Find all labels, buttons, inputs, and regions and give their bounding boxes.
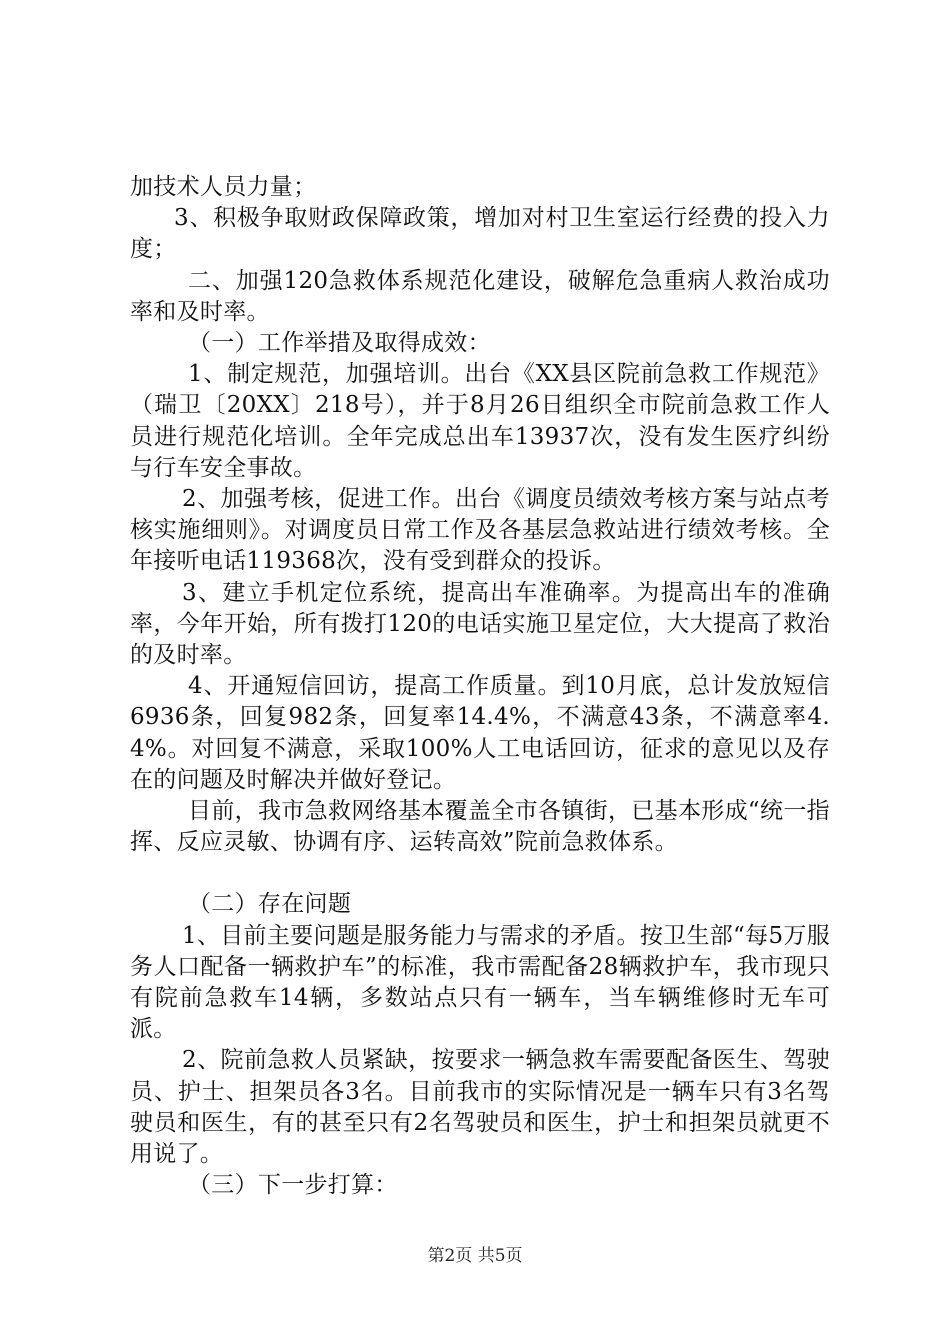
paragraph: 4、开通短信回访，提高工作质量。到10月底，总计发放短信6936条，回复982条，回复率14.4%，不满意43条，不满意率4.4%。对回复不满意，采取100%人工电话回访，征求的意见以及存在的问题及时解决并做好登记。 bbox=[130, 673, 830, 793]
paragraph: 2、院前急救人员紧缺，按要求一辆急救车需要配备医生、驾驶员、护士、担架员各3名。目前我市的实际情况是一辆车只有3名驾驶员和医生，有的甚至只有2名驾驶员和医生，护士和担架员就更不用说了。 bbox=[130, 1047, 830, 1168]
paragraph: 加技术人员力量； bbox=[130, 174, 317, 200]
page-footer: 第2页 共5页 bbox=[427, 1246, 523, 1266]
subsection-heading: （三）下一步打算： bbox=[188, 1172, 398, 1199]
paragraph: 3、建立手机定位系统，提高出车准确率。为提高出车的准确率，今年开始，所有拨打120的电话实施卫星定位，大大提高了救治的及时率。 bbox=[130, 579, 830, 669]
paragraph: 3、积极争取财政保障政策，增加对村卫生室运行经费的投入力度； bbox=[130, 205, 830, 263]
subsection-heading: （二）存在问题 bbox=[188, 891, 352, 918]
subsection-heading: （一）工作举措及取得成效： bbox=[188, 330, 491, 357]
document-body bbox=[130, 172, 830, 1202]
paragraph: 1、制定规范，加强培训。出台《XX县区院前急救工作规范》（瑞卫〔20XX〕218号），并于8月26日组织全市院前急救工作人员进行规范化培训。全年完成总出车13937次，没有发生医疗纠纷与行车安全事故。 bbox=[130, 361, 830, 481]
paragraph: 1、目前主要问题是服务能力与需求的矛盾。按卫生部“每5万服务人口配备一辆救护车”的标准，我市需配备28辆救护车，我市现只有院前急救车14辆，多数站点只有一辆车，当车辆维修时无车可派。 bbox=[130, 922, 830, 1043]
paragraph: 2、加强考核，促进工作。出台《调度员绩效考核方案与站点考核实施细则》。对调度员日常工作及各基层急救站进行绩效考核。全年接听电话119368次，没有受到群众的投诉。 bbox=[130, 486, 830, 575]
paragraph: 目前，我市急救网络基本覆盖全市各镇街，已基本形成“统一指挥、反应灵敏、协调有序、运转高效”院前急救体系。 bbox=[130, 798, 830, 856]
section-heading: 二、加强120急救体系规范化建设，破解危急重病人救治成功率和及时率。 bbox=[130, 267, 830, 325]
